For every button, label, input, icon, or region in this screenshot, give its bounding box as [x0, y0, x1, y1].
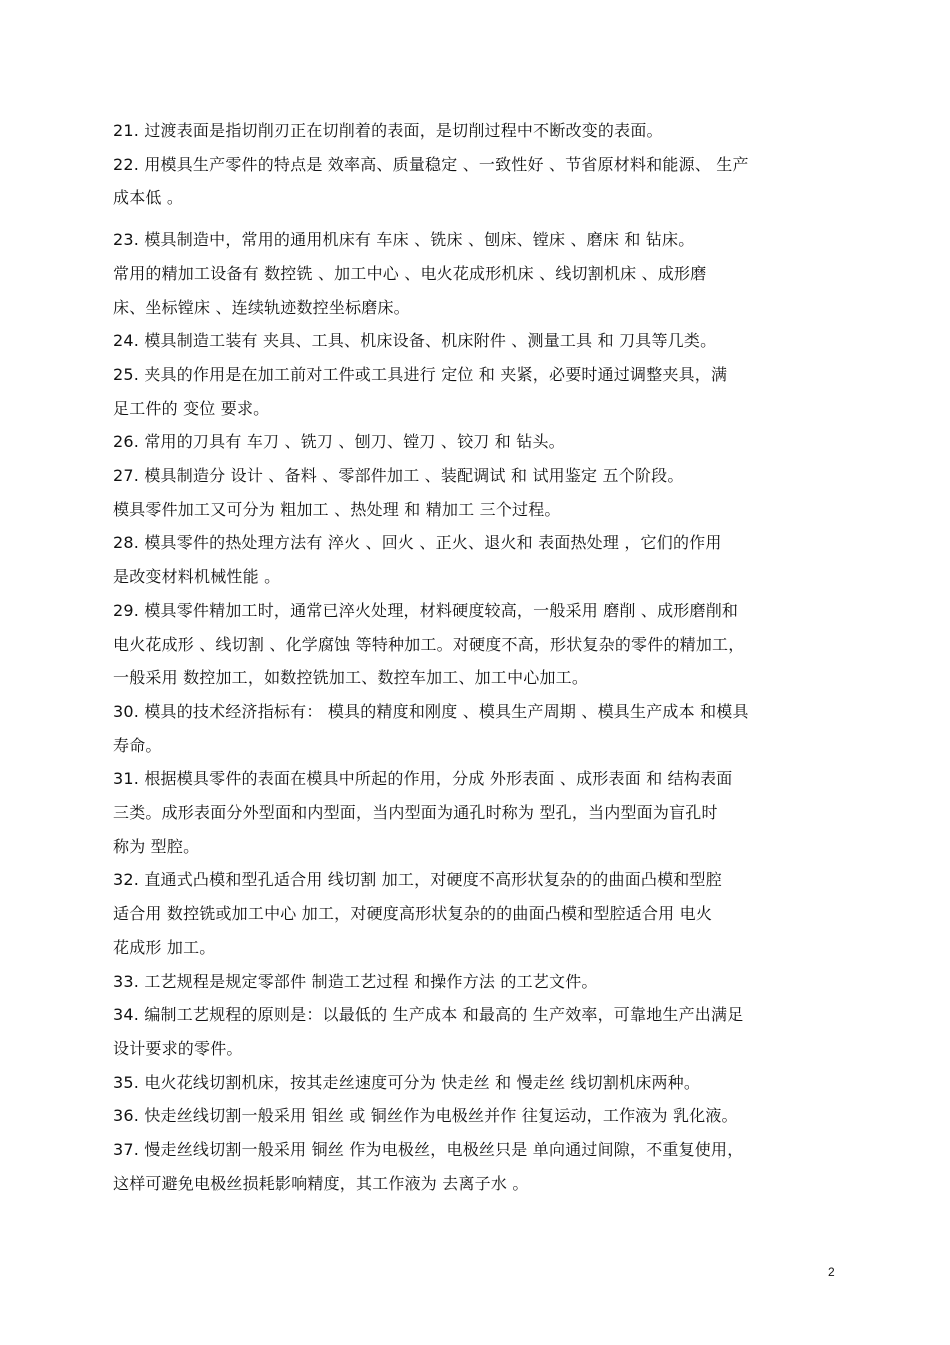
question-line: 称为 型腔。 [113, 836, 200, 856]
question-line: 27. 模具制造分 设计 、备料 、零部件加工 、装配调试 和 试用鉴定 五个阶段。 [113, 466, 684, 486]
question-line: 床、坐标镗床 、连续轨迹数控坐标磨床。 [113, 297, 410, 317]
question-line: 设计要求的零件。 [113, 1038, 243, 1058]
question-line: 29. 模具零件精加工时，通常已淬火处理，材料硬度较高，一般采用 磨削 、成形磨削和 [113, 600, 739, 620]
question-line: 24. 模具制造工装有 夹具、工具、机床设备、机床附件 、测量工具 和 刀具等几类。 [113, 331, 717, 351]
question-line: 34. 编制工艺规程的原则是：以最低的 生产成本 和最高的 生产效率，可靠地生产出满足 [113, 1005, 744, 1025]
question-line: 适合用 数控铣或加工中心 加工，对硬度高形状复杂的的曲面凸模和型腔适合用 电火 [113, 904, 713, 924]
question-line: 28. 模具零件的热处理方法有 淬火 、回火 、正火、退火和 表面热处理 ，它们的作用 [113, 533, 722, 553]
question-line: 36. 快走丝线切割一般采用 钼丝 或 铜丝作为电极丝并作 往复运动，工作液为 乳化液。 [113, 1106, 738, 1126]
question-line: 足工件的 变位 要求。 [113, 398, 270, 418]
question-line: 三类。成形表面分外型面和内型面，当内型面为通孔时称为 型孔，当内型面为盲孔时 [113, 803, 718, 823]
question-line: 26. 常用的刀具有 车刀 、铣刀 、刨刀、镗刀 、铰刀 和 钻头。 [113, 432, 565, 452]
question-line: 模具零件加工又可分为 粗加工 、热处理 和 精加工 三个过程。 [113, 499, 561, 519]
question-line: 21. 过渡表面是指切削刃正在切削着的表面，是切削过程中不断改变的表面。 [113, 121, 663, 140]
question-line: 33. 工艺规程是规定零部件 制造工艺过程 和操作方法 的工艺文件。 [113, 971, 598, 991]
question-line: 是改变材料机械性能 。 [113, 567, 281, 587]
question-list [113, 114, 841, 1201]
question-line: 电火花成形 、线切割 、化学腐蚀 等特种加工。对硬度不高，形状复杂的零件的精加工， [113, 634, 745, 654]
question-line: 这样可避免电极丝损耗影响精度，其工作液为 去离子水 。 [113, 1173, 529, 1193]
question-line: 常用的精加工设备有 数控铣 、加工中心 、电火花成形机床 、线切割机床 、成形磨 [113, 263, 707, 283]
question-line: 32. 直通式凸模和型孔适合用 线切割 加工，对硬度不高形状复杂的的曲面凸模和型腔 [113, 870, 722, 890]
page-number: 2 [828, 1265, 835, 1279]
question-line: 25. 夹具的作用是在加工前对工件或工具进行 定位 和 夹紧，必要时通过调整夹具，满 [113, 364, 728, 384]
question-line: 31. 根据模具零件的表面在模具中所起的作用，分成 外形表面 、成形表面 和 结构表面 [113, 769, 733, 789]
question-line: 30. 模具的技术经济指标有： 模具的精度和刚度 、模具生产周期 、模具生产成本 和模具 [113, 701, 749, 721]
question-line: 花成形 加工。 [113, 937, 216, 957]
question-line: 22. 用模具生产零件的特点是 效率高、质量稳定 、一致性好 、节省原材料和能源、 生产 [113, 154, 749, 174]
question-line: 成本低 。 [113, 188, 184, 208]
question-line: 35. 电火花线切割机床，按其走丝速度可分为 快走丝 和 慢走丝 线切割机床两种。 [113, 1072, 701, 1092]
question-line: 一般采用 数控加工，如数控铣加工、数控车加工、加工中心加工。 [113, 668, 589, 688]
question-line: 23. 模具制造中，常用的通用机床有 车床 、铣床 、刨床、镗床 、磨床 和 钻床。 [113, 230, 695, 250]
question-line: 37. 慢走丝线切割一般采用 铜丝 作为电极丝，电极丝只是 单向通过间隙，不重复使用， [113, 1140, 744, 1160]
question-line: 寿命。 [113, 735, 162, 755]
